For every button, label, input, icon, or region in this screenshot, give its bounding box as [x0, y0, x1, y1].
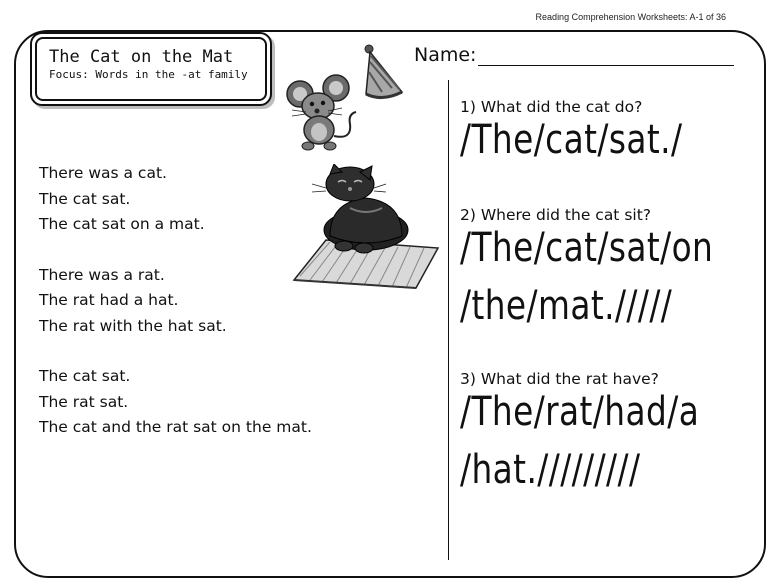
worksheet-title: The Cat on the Mat	[49, 47, 234, 67]
cat-on-mat-illustration	[290, 164, 440, 292]
story-line: The rat sat.	[39, 392, 129, 411]
answer-2-line-1: /The/cat/sat/on	[460, 225, 714, 271]
column-divider	[448, 80, 449, 560]
answer-2-line-2: /the/mat./////	[460, 283, 673, 329]
answer-3-line-1: /The/rat/had/a	[460, 389, 700, 435]
name-field	[414, 44, 734, 66]
page-info: Reading Comprehension Worksheets: A-1 of 36	[535, 12, 726, 22]
answer-3-line-2: /hat./////////	[460, 447, 641, 493]
name-blank-line[interactable]	[478, 45, 734, 66]
name-label: Name:	[414, 44, 477, 66]
answer-1-line-1: /The/cat/sat./	[460, 117, 683, 163]
question-3: 3) What did the rat have?	[460, 370, 659, 388]
story-text	[39, 162, 312, 442]
focus-text: Focus: Words in the -at family	[49, 68, 248, 81]
story-line: The rat had a hat.	[39, 291, 179, 309]
story-line: The cat sat.	[39, 189, 131, 208]
party-hat-illustration	[362, 42, 406, 104]
story-line: The rat with the hat sat.	[39, 316, 227, 335]
question-1: 1) What did the cat do?	[460, 98, 643, 116]
mouse-illustration	[286, 74, 362, 156]
title-box	[30, 32, 272, 106]
story-line: The cat sat on a mat.	[39, 215, 205, 233]
story-line: There was a cat.	[39, 164, 167, 182]
story-line: The cat sat.	[39, 367, 131, 385]
question-2: 2) Where did the cat sit?	[460, 206, 652, 224]
story-line: The cat and the rat sat on the mat.	[39, 418, 312, 436]
story-line: There was a rat.	[39, 265, 165, 284]
